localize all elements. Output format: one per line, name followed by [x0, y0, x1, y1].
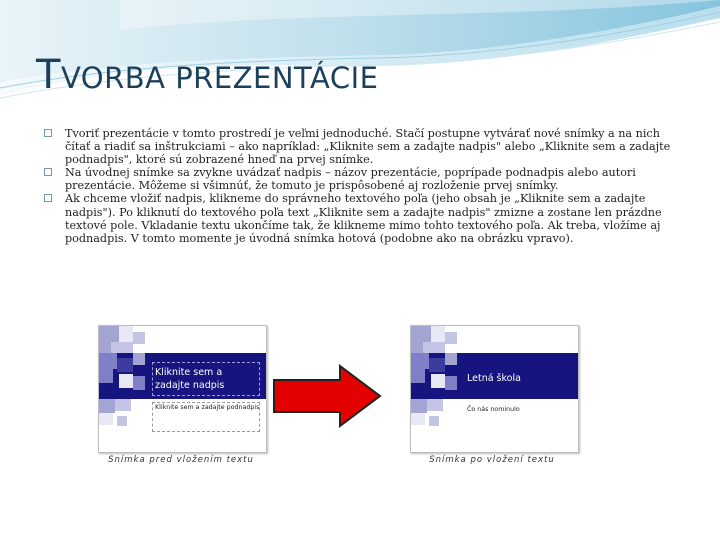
- caption-before: Snímka pred vložením textu: [108, 455, 254, 465]
- bullet-item: [44, 192, 684, 244]
- thumbnail-subtitle: Čo nás nominulo: [467, 406, 520, 413]
- title-rest: VORBA PREZENTÁCIE: [60, 61, 379, 95]
- thumbnail-title: Letná škola: [467, 373, 521, 384]
- slide-thumbnail-after: [410, 325, 579, 453]
- square-bullet-icon: [44, 129, 52, 137]
- thumbnail-subtitle-placeholder: Kliknite sem a zadajte podnadpis: [155, 404, 260, 411]
- square-bullet-icon: [44, 194, 52, 202]
- square-bullet-icon: [44, 168, 52, 176]
- bullet-text: Na úvodnej snímke sa zvykne uvádzať nadpis – názov prezentácie, poprípade podnadpis alebo autori prezentácie. Môžeme si všimnúť, že tomuto je prispôsobené aj rozloženie prvej snímky.: [65, 166, 636, 193]
- bullet-item: [44, 127, 684, 166]
- bullet-text: Tvoriť prezentácie v tomto prostredí je veľmi jednoduché. Stačí postupne vytvárať nové snímky a na nich čítať a riadiť sa inštrukciami – ako napríklad: „Kliknite sem a zadajte nadpis" alebo „Kliknite sem a zadajte podnadpis", ktoré sú zobrazené hneď na prvej snímke.: [65, 127, 671, 167]
- bullet-text: Ak chceme vložiť nadpis, klikneme do správneho textového poľa (jeho obsah je „Kliknite sem a zadajte nadpis"). Po kliknutí do textového poľa text „Kliknite sem a zadajte nadpis" zmizne a zostane len prázdne textové pole. Vkladanie textu ukončíme tak, že klikneme mimo tohto textového poľa. Ak treba, vložíme aj podnadpis. V tomto momente je úvodná snímka hotová (podobne ako na obrázku vpravo).: [65, 192, 662, 245]
- caption-after: Snímka po vložení textu: [429, 455, 555, 465]
- bullet-item: [44, 166, 684, 192]
- right-arrow-icon: [272, 364, 384, 428]
- page-title: [36, 52, 378, 98]
- slide-thumbnail-before: [98, 325, 267, 453]
- bullet-list: [44, 127, 684, 245]
- thumbnail-title-placeholder: Kliknite sem a zadajte nadpis: [155, 367, 225, 391]
- title-initial: T: [36, 52, 61, 98]
